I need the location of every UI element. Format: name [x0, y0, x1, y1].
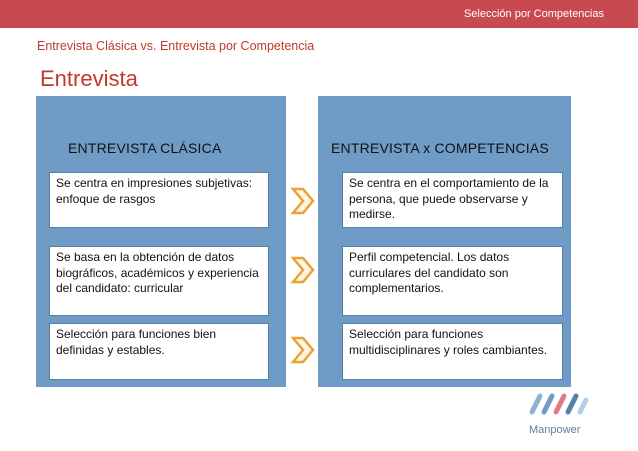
manpower-logo: [528, 392, 592, 418]
bar-title: Selección por Competencias: [463, 8, 604, 20]
competency-interview-heading: ENTREVISTA x COMPETENCIAS: [331, 140, 549, 156]
classic-item-3: Selección para funciones bien definidas y estables.: [49, 323, 269, 380]
chevron-right-icon: [290, 256, 316, 284]
top-bar: [0, 0, 638, 28]
page-title: Entrevista: [40, 66, 138, 91]
classic-item-2: Se basa en la obtención de datos biográficos, académicos y experiencia del candidato: curricular: [49, 246, 269, 316]
classic-item-1: Se centra en impresiones subjetivas: enfoque de rasgos: [49, 172, 269, 228]
chevron-right-icon: [290, 187, 316, 215]
competency-item-2: Perfil competencial. Los datos curriculares del candidato son complementarios.: [342, 246, 563, 316]
chevron-right-icon: [290, 336, 316, 364]
competency-item-3: Selección para funciones multidisciplinares y roles cambiantes.: [342, 323, 563, 380]
slide-subtitle: Entrevista Clásica vs. Entrevista por Competencia: [37, 39, 315, 53]
manpower-wordmark: Manpower: [529, 424, 581, 436]
classic-interview-heading: ENTREVISTA CLÁSICA: [68, 140, 222, 156]
competency-item-1: Se centra en el comportamiento de la persona, que puede observarse y medirse.: [342, 172, 563, 228]
